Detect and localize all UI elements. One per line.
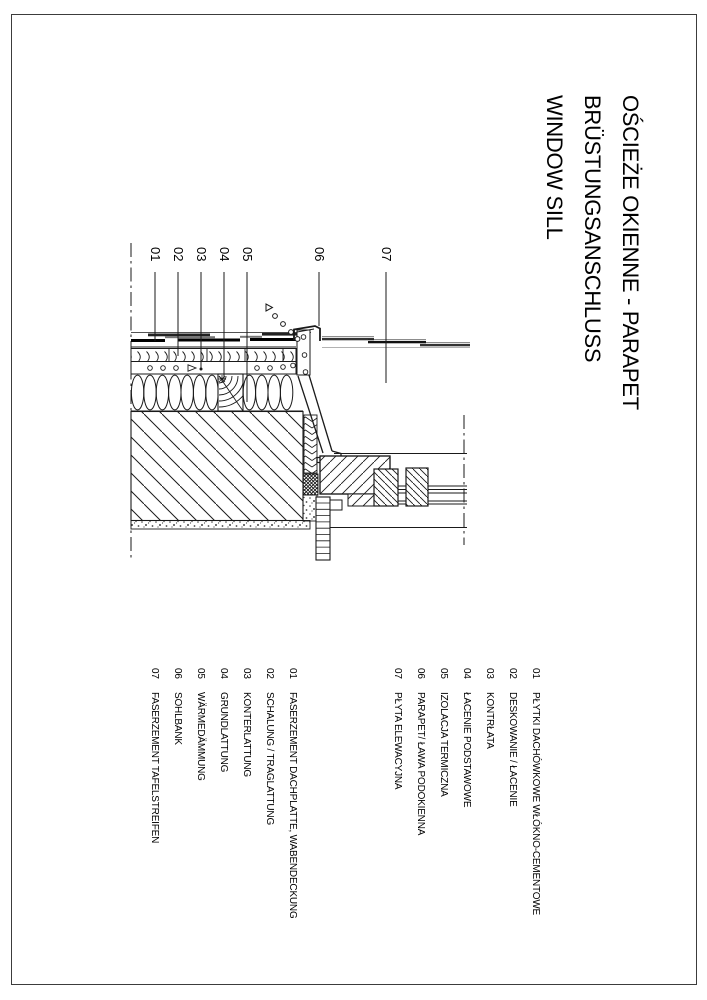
callout-label-02: 02 (171, 247, 186, 262)
layer-masonry (131, 412, 310, 530)
legend-item: 04ŁACENIE PODSTAWOWE (461, 668, 472, 808)
layer-insulation (131, 374, 303, 411)
callout-label-01: 01 (148, 247, 163, 262)
legend-item: 01FASERZEMENT DACHPLATTE, WABENDECKUNG (287, 668, 298, 919)
legend-item: 02SCHALUNG / TRAGLATTUNG (264, 668, 275, 825)
callout-label-04: 04 (217, 247, 232, 262)
legend-item: 06SOHLBANK (172, 668, 183, 745)
callout-label-03: 03 (194, 247, 209, 262)
sill-board (316, 497, 342, 560)
legend-item: 03KONTERLATTUNG (241, 668, 252, 777)
callout-label-05: 05 (240, 247, 255, 262)
legend-polish (386, 668, 547, 915)
title-line-german: BRÜSTUNGSANSCHLUSS (580, 95, 605, 363)
legend-item: 07FASERZEMENT TAFELSTREIFEN (149, 668, 160, 843)
title-block (535, 95, 649, 410)
title-line-english: WINDOW SILL (542, 95, 567, 240)
legend-item: 05IZOLACJA TERMICZNA (438, 668, 449, 797)
callout-label-07: 07 (379, 247, 394, 262)
layer-counter-battens (131, 362, 296, 375)
title-line-polish: OŚCIEŻE OKIENNE - PARAPET (618, 95, 643, 410)
facade-panels (322, 337, 470, 348)
callout-label-06: 06 (312, 247, 327, 262)
legend-item: 03KONTRŁATA (484, 668, 495, 749)
legend-item: 07PŁYTA ELEWACYJNA (392, 668, 403, 790)
legend-item: 02DESKOWANIE / ŁACENIE (507, 668, 518, 807)
legend-item: 04GRUNDLATTUNG (218, 668, 229, 772)
legend-item: 06PARAPET/ ŁAWA PODOKIENNA (415, 668, 426, 835)
layer-boarding (131, 349, 296, 362)
layer-roof-tiles (131, 333, 311, 348)
legend-item: 01PŁYTKI DACHÓWKOWE WŁÓKNO-CEMENTOWE (530, 668, 541, 915)
legend-german (143, 668, 304, 918)
legend-item: 05WÄRMEDÄMMUNG (195, 668, 206, 781)
window-frame (320, 454, 467, 528)
